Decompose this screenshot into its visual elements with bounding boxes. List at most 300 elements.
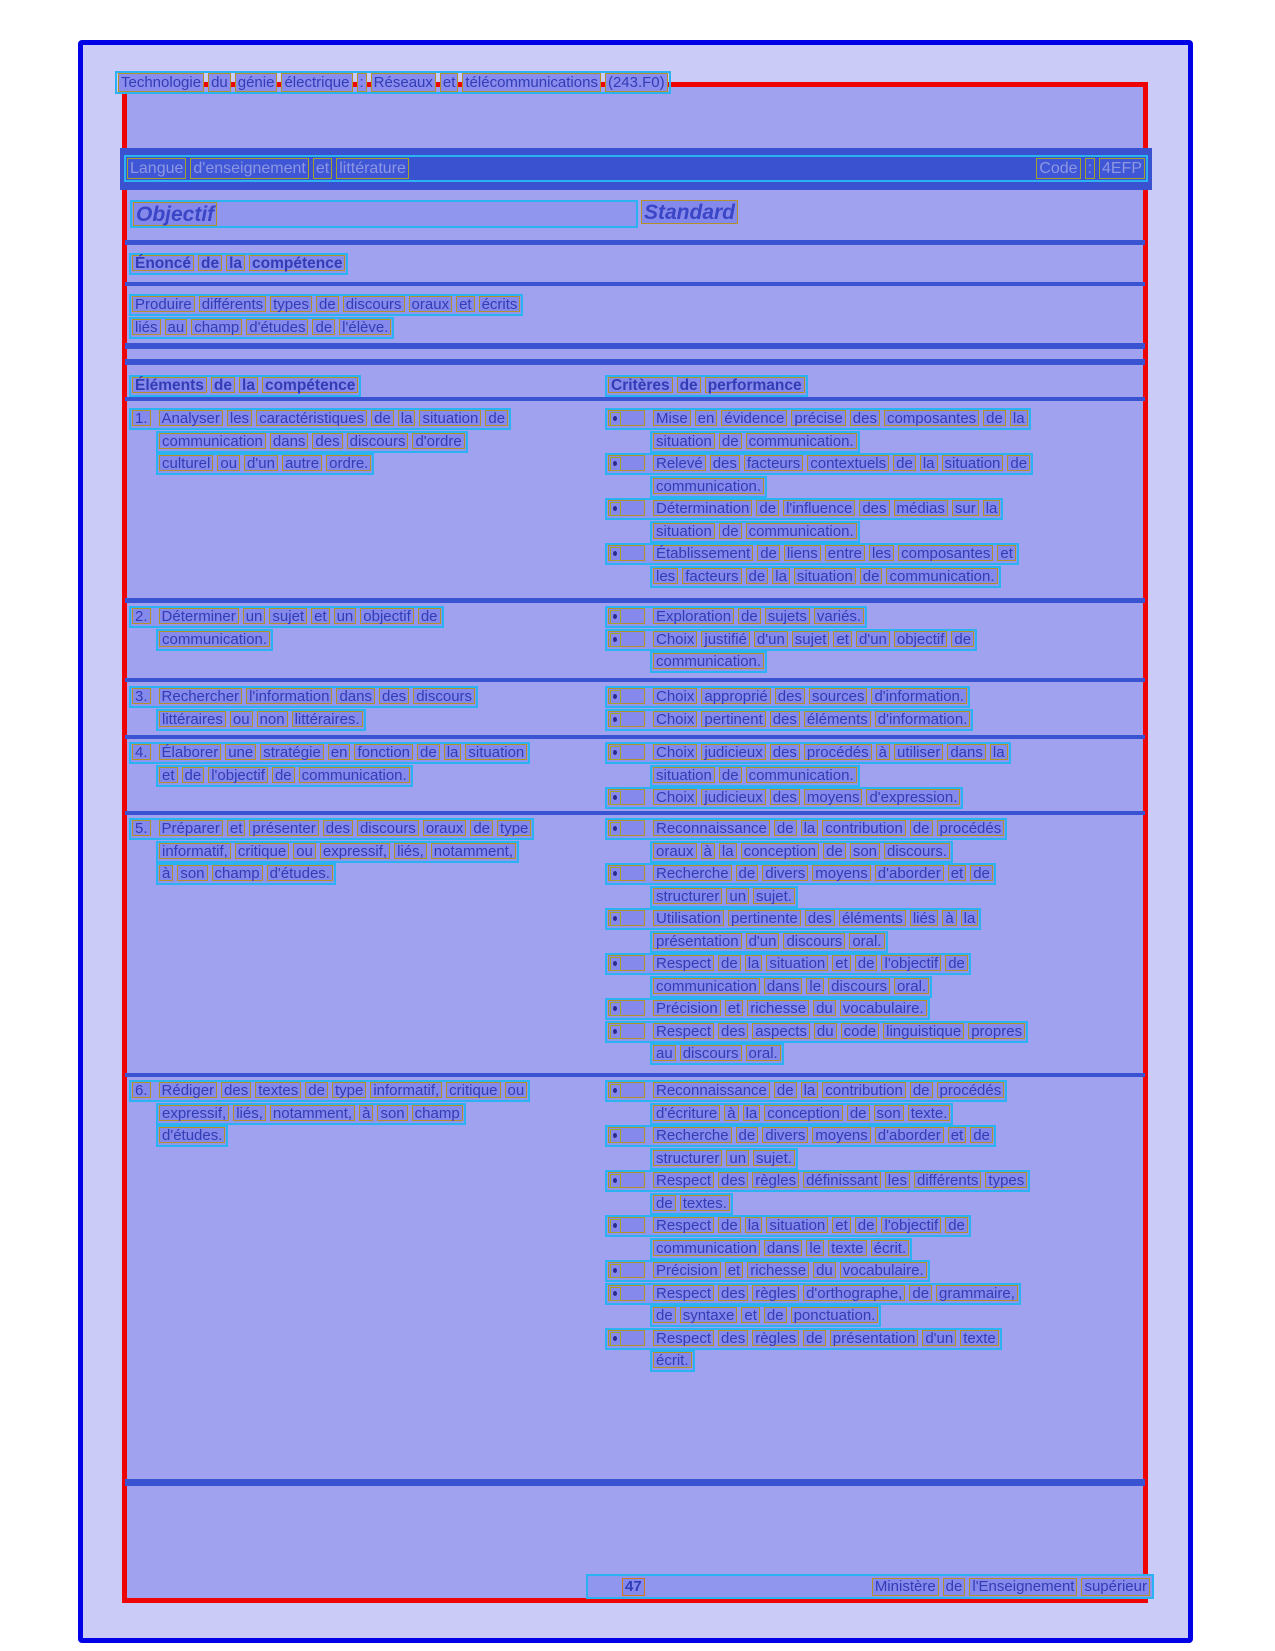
word-box: présenter: [249, 820, 318, 836]
criterion-line: [605, 1260, 930, 1282]
word-box: un: [726, 1150, 749, 1166]
word-box: sur: [952, 500, 979, 516]
word-box: à: [942, 910, 956, 926]
word-box: des: [312, 433, 342, 449]
word-box: Choix: [653, 744, 697, 760]
word-box: champ: [412, 1105, 463, 1121]
word-box: Déterminer: [159, 608, 239, 624]
word-box: la: [745, 1217, 763, 1233]
criterion-line: [650, 1043, 784, 1065]
word-box: de: [371, 410, 394, 426]
word-box: la: [920, 455, 938, 471]
word-box: ou: [293, 843, 316, 859]
word-box: discours: [413, 688, 475, 704]
word-box: d'ordre: [412, 433, 464, 449]
word-box: d'aborder: [875, 1127, 944, 1143]
word-box: champ: [212, 865, 263, 881]
word-box: informatif,: [159, 843, 231, 859]
word-box: linguistique: [883, 1023, 964, 1039]
bullet-icon: [608, 608, 645, 624]
element-line: [129, 408, 511, 430]
word-box: ponctuation.: [791, 1307, 879, 1323]
word-box: textes.: [680, 1195, 730, 1211]
element-line: [129, 818, 534, 840]
word-box: expressif,: [159, 1105, 229, 1121]
word-box: d'information.: [875, 711, 971, 727]
word-box: règles: [752, 1172, 799, 1188]
word-box: de: [847, 1105, 870, 1121]
word-box: variés.: [814, 608, 864, 624]
word-box: compétence: [262, 377, 358, 393]
word-box: situation: [653, 767, 715, 783]
word-box: de: [719, 767, 742, 783]
word-box: texte.: [908, 1105, 951, 1121]
word-box: dans: [947, 744, 986, 760]
word-box: écrits: [479, 296, 521, 312]
criterion-line: [605, 498, 1003, 520]
word-box: notamment,: [431, 843, 516, 859]
word-box: de: [485, 410, 508, 426]
bullet-icon: [608, 744, 645, 760]
course-code: [1036, 158, 1145, 179]
word-box: la: [444, 744, 462, 760]
word-box: de: [860, 568, 883, 584]
word-box: Élaborer: [159, 744, 222, 760]
element-line: [156, 453, 374, 475]
word-box: dans: [764, 978, 803, 994]
criterion-line: [605, 1283, 1021, 1305]
word-box: à: [159, 865, 173, 881]
bullet-icon: [608, 545, 645, 561]
word-box: Technologie: [118, 73, 204, 92]
word-box: de: [910, 1082, 933, 1098]
word-box: des: [221, 1082, 251, 1098]
element-line: [156, 629, 273, 651]
word-box: un: [334, 608, 357, 624]
word-box: Respect: [653, 1330, 714, 1346]
word-box: la: [745, 955, 763, 971]
word-box: de: [909, 1285, 932, 1301]
word-box: ou: [217, 455, 240, 471]
word-box: règles: [752, 1285, 799, 1301]
word-box: l'influence: [783, 500, 855, 516]
word-box: des: [379, 688, 409, 704]
word-box: son: [874, 1105, 904, 1121]
word-box: vocabulaire.: [840, 1262, 927, 1278]
word-box: du: [814, 1023, 837, 1039]
bullet-icon: [608, 1172, 645, 1188]
word-box: en: [695, 410, 718, 426]
word-box: facteurs: [682, 568, 741, 584]
word-box: au: [653, 1045, 676, 1061]
word-box: sujets: [765, 608, 810, 624]
word-box: à: [701, 843, 715, 859]
table-bottom-border: [125, 1479, 1145, 1486]
word-box: Code: [1036, 158, 1080, 179]
word-box: pertinent: [701, 711, 765, 727]
criterion-line: [650, 651, 767, 673]
word-box: Mise: [653, 410, 691, 426]
word-box: fonction: [354, 744, 413, 760]
word-box: Objectif: [133, 202, 217, 226]
criterion-line: [605, 1170, 1030, 1192]
criterion-line: [650, 1103, 953, 1125]
word-box: performance: [705, 377, 805, 393]
bullet-icon: [608, 1262, 645, 1278]
word-box: texte: [960, 1330, 999, 1346]
word-box: Respect: [653, 1023, 714, 1039]
word-box: et: [833, 631, 852, 647]
word-box: type: [497, 820, 531, 836]
word-box: de: [823, 843, 846, 859]
word-box: l'objectif: [208, 767, 268, 783]
criterion-line: [650, 841, 953, 863]
divider: [125, 397, 1145, 401]
elements-header-cell: [129, 375, 361, 397]
word-box: discours: [343, 296, 405, 312]
word-box: autre: [282, 455, 322, 471]
word-box: des: [770, 711, 800, 727]
word-box: d'études.: [267, 865, 333, 881]
word-box: d'un: [856, 631, 890, 647]
word-box: d'études.: [159, 1127, 225, 1143]
word-box: communication.: [159, 631, 270, 647]
criteria-cell: [605, 686, 1161, 731]
word-box: l'élève.: [339, 319, 391, 335]
criteres-header: [605, 375, 808, 397]
enonce-line: [129, 317, 394, 339]
bullet-icon: [608, 1217, 645, 1233]
word-box: structurer: [653, 1150, 722, 1166]
word-box: la: [398, 410, 416, 426]
word-box: les: [653, 568, 678, 584]
bullet-icon: [608, 865, 645, 881]
word-box: communication.: [746, 433, 857, 449]
word-box: la: [983, 500, 1001, 516]
word-box: stratégie: [260, 744, 324, 760]
bullet-icon: [608, 1127, 645, 1143]
word-box: et: [159, 767, 178, 783]
divider: [125, 343, 1145, 349]
word-box: Rédiger: [159, 1082, 218, 1098]
word-box: de: [718, 955, 741, 971]
word-box: d'études: [246, 319, 308, 335]
bullet-icon: [608, 1330, 645, 1346]
criterion-line: [650, 476, 767, 498]
element-cell: [129, 742, 601, 787]
word-box: de: [470, 820, 493, 836]
word-box: culturel: [159, 455, 213, 471]
element-cell: [129, 818, 601, 886]
word-box: électrique: [281, 73, 352, 92]
word-box: liés: [910, 910, 939, 926]
word-box: les: [885, 1172, 910, 1188]
word-box: des: [710, 455, 740, 471]
element-line: [156, 1103, 466, 1125]
criterion-line: [605, 1328, 1002, 1350]
word-box: Recherche: [653, 865, 732, 881]
word-box: de: [970, 1127, 993, 1143]
word-box: structurer: [653, 888, 722, 904]
word-box: précise: [791, 410, 845, 426]
element-line: [156, 841, 519, 863]
word-box: Utilisation: [653, 910, 724, 926]
row-divider: [125, 598, 1145, 603]
criteria-cell: [605, 742, 1161, 810]
item-number: 5.: [132, 820, 151, 836]
word-box: divers: [762, 865, 808, 881]
criterion-line: [650, 1193, 733, 1215]
word-box: de: [312, 319, 335, 335]
word-box: à: [359, 1105, 373, 1121]
bullet-icon: [608, 1023, 645, 1039]
word-box: Précision: [653, 1262, 721, 1278]
word-box: situation: [942, 455, 1004, 471]
word-box: situation: [653, 433, 715, 449]
word-box: situation: [766, 955, 828, 971]
word-box: de: [943, 1578, 966, 1596]
word-box: propres: [968, 1023, 1025, 1039]
word-box: communication: [159, 433, 266, 449]
word-box: Rechercher: [159, 688, 243, 704]
word-box: de: [855, 955, 878, 971]
program-header: [115, 71, 671, 94]
word-box: informatif,: [370, 1082, 442, 1098]
word-box: communication.: [653, 478, 764, 494]
word-box: et: [440, 73, 459, 92]
criterion-line: [605, 1215, 971, 1237]
word-box: d'information.: [871, 688, 967, 704]
word-box: judicieux: [701, 744, 765, 760]
criterion-line: [650, 1148, 798, 1170]
word-box: d'expression.: [866, 789, 960, 805]
criterion-line: [605, 953, 971, 975]
element-line: [156, 863, 336, 885]
word-box: sujet: [792, 631, 830, 647]
word-box: et: [311, 608, 330, 624]
enonce-text: [129, 294, 523, 339]
word-box: code: [841, 1023, 880, 1039]
word-box: non: [257, 711, 288, 727]
row-divider: [125, 1073, 1145, 1077]
standard-heading: [641, 200, 738, 224]
criteria-cell: [605, 1080, 1161, 1373]
word-box: en: [328, 744, 351, 760]
criterion-line: [650, 1350, 695, 1372]
word-box: différents: [914, 1172, 981, 1188]
element-line: [156, 765, 413, 787]
word-box: de: [718, 1217, 741, 1233]
word-box: liés,: [233, 1105, 266, 1121]
word-box: situation: [465, 744, 527, 760]
word-box: le: [806, 978, 824, 994]
criterion-line: [650, 566, 1001, 588]
word-box: la: [801, 820, 819, 836]
word-box: de: [1007, 455, 1030, 471]
word-box: de: [910, 820, 933, 836]
word-box: et: [227, 820, 246, 836]
word-box: la: [239, 377, 258, 393]
word-box: de: [774, 1082, 797, 1098]
word-box: des: [718, 1023, 748, 1039]
bullet-icon: [608, 955, 645, 971]
word-box: oraux: [653, 843, 697, 859]
word-box: objectif: [360, 608, 414, 624]
element-line: [129, 1080, 530, 1102]
word-box: de: [764, 1307, 787, 1323]
word-box: procédés: [937, 820, 1005, 836]
bullet-icon: [608, 1000, 645, 1016]
word-box: la: [719, 843, 737, 859]
word-box: Exploration: [653, 608, 734, 624]
word-box: Respect: [653, 1172, 714, 1188]
word-box: richesse: [747, 1262, 809, 1278]
criterion-line: [650, 765, 860, 787]
criterion-line: [605, 1021, 1028, 1043]
word-box: critique: [446, 1082, 500, 1098]
word-box: Détermination: [653, 500, 752, 516]
criterion-line: [650, 931, 888, 953]
row-divider: [125, 735, 1145, 739]
criterion-line: [650, 1238, 912, 1260]
word-box: procédés: [937, 1082, 1005, 1098]
word-box: de: [893, 455, 916, 471]
word-box: Choix: [653, 711, 697, 727]
criteres-header-cell: [605, 375, 808, 397]
word-box: composantes: [898, 545, 993, 561]
word-box: des: [859, 500, 889, 516]
word-box: moyens: [812, 865, 871, 881]
criterion-line: [605, 606, 867, 628]
word-box: des: [775, 688, 805, 704]
word-box: texte: [828, 1240, 867, 1256]
word-box: liés,: [394, 843, 427, 859]
word-box: aspects: [752, 1023, 810, 1039]
word-box: des: [805, 910, 835, 926]
word-box: la: [1010, 410, 1028, 426]
word-box: d'enseignement: [190, 158, 308, 179]
criterion-line: [605, 863, 996, 885]
word-box: 4EFP: [1099, 158, 1145, 179]
criterion-line: [605, 629, 977, 651]
word-box: types: [985, 1172, 1027, 1188]
word-box: utiliser: [894, 744, 943, 760]
element-cell: [129, 686, 601, 731]
word-box: situation: [653, 523, 715, 539]
word-box: :: [357, 73, 367, 92]
word-box: discours.: [884, 843, 950, 859]
word-box: éléments: [839, 910, 906, 926]
word-box: et: [313, 158, 332, 179]
word-box: sujet.: [753, 888, 795, 904]
word-box: son: [377, 1105, 407, 1121]
word-box: d'un: [754, 631, 788, 647]
document-window: [78, 40, 1193, 1643]
word-box: liens: [784, 545, 821, 561]
element-cell: [129, 606, 601, 651]
word-box: d'aborder: [875, 865, 944, 881]
word-box: et: [725, 1262, 744, 1278]
element-line: [156, 709, 366, 731]
word-box: dans: [764, 1240, 803, 1256]
word-box: syntaxe: [680, 1307, 738, 1323]
word-box: écrit.: [653, 1352, 692, 1368]
word-box: type: [332, 1082, 366, 1098]
divider: [125, 282, 1145, 286]
word-box: éléments: [804, 711, 871, 727]
word-box: richesse: [747, 1000, 809, 1016]
word-box: contribution: [822, 1082, 906, 1098]
subject-band: [120, 148, 1152, 190]
word-box: et: [832, 1217, 851, 1233]
word-box: Analyser: [159, 410, 223, 426]
word-box: des: [850, 410, 880, 426]
criterion-line: [650, 1305, 881, 1327]
word-box: un: [243, 608, 266, 624]
word-box: la: [990, 744, 1008, 760]
word-box: l'objectif: [881, 955, 941, 971]
criterion-line: [605, 408, 1031, 430]
word-box: les: [227, 410, 252, 426]
word-box: d'un: [244, 455, 278, 471]
word-box: ou: [230, 711, 253, 727]
enonce-heading: [129, 253, 348, 275]
word-box: d'orthographe,: [803, 1285, 905, 1301]
word-box: de: [757, 545, 780, 561]
word-box: discours: [828, 978, 890, 994]
word-box: de: [719, 523, 742, 539]
word-box: littéraires.: [292, 711, 363, 727]
divider: [125, 359, 1145, 365]
word-box: des: [770, 744, 800, 760]
word-box: approprié: [701, 688, 770, 704]
word-box: au: [165, 319, 188, 335]
word-box: de: [211, 377, 235, 393]
objectif-heading: [130, 200, 638, 228]
bullet-icon: [608, 1082, 645, 1098]
subject-band-linebox: [124, 155, 1148, 182]
word-box: divers: [762, 1127, 808, 1143]
criteria-cell: [605, 408, 1161, 588]
element-cell: [129, 1080, 601, 1148]
criterion-line: [605, 453, 1033, 475]
word-box: des: [718, 1172, 748, 1188]
word-box: l'objectif: [881, 1217, 941, 1233]
word-box: communication.: [746, 523, 857, 539]
word-box: des: [323, 820, 353, 836]
criterion-line: [605, 1125, 996, 1147]
word-box: son: [177, 865, 207, 881]
bullet-icon: [608, 631, 645, 647]
word-box: procédés: [804, 744, 872, 760]
bullet-icon: [608, 410, 645, 426]
word-box: sources: [809, 688, 868, 704]
word-box: définissant: [803, 1172, 881, 1188]
word-box: de: [305, 1082, 328, 1098]
word-box: Réseaux: [371, 73, 436, 92]
word-box: Choix: [653, 631, 697, 647]
word-box: de: [677, 377, 701, 393]
word-box: génie: [235, 73, 278, 92]
bullet-icon: [608, 789, 645, 805]
word-box: de: [198, 255, 222, 271]
word-box: la: [226, 255, 245, 271]
word-box: Préparer: [159, 820, 223, 836]
word-box: de: [774, 820, 797, 836]
word-box: l'Enseignement: [969, 1578, 1077, 1596]
word-box: Énoncé: [132, 255, 194, 271]
word-box: le: [806, 1240, 824, 1256]
